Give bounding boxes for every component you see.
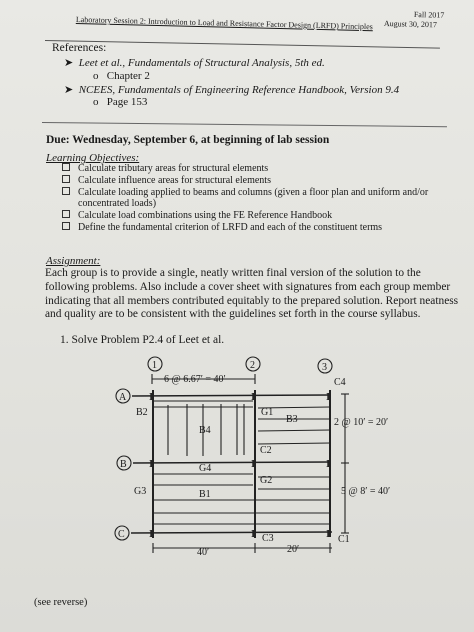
reference-item-1-text: Leet et al., Fundamentals of Structural Analysis, 5th ed.	[78, 57, 325, 69]
label-c3: C3	[262, 533, 274, 544]
objectives-heading: Learning Objectives:	[46, 152, 140, 164]
assignment-body: Each group is to provide a single, neatly written final version of the solution to the following problems. Also include a cover sheet with signatures from each group member indicating that all members contributed equitably to the prepared solution. Report neatness and quality are to be consistent with the guidelines set forth in the course syllabus.	[45, 267, 459, 321]
objective-item-2	[62, 175, 271, 187]
label-b3: B3	[286, 414, 298, 425]
problem-statement: 1. Solve Problem P2.4 of Leet et al.	[60, 334, 225, 346]
header-title: Laboratory Session 2: Introduction to Load and Resistance Factor Design (LRFD) Principles	[75, 15, 373, 32]
header-term: Fall 2017	[413, 10, 445, 20]
checkbox-icon	[62, 163, 70, 171]
circle-bullet-icon: o	[93, 96, 99, 108]
dimension-top: 6 @ 6.67′ = 40′	[164, 374, 226, 385]
label-c4: C4	[334, 377, 346, 388]
line-c	[131, 532, 332, 533]
label-c2: C2	[260, 445, 272, 456]
reference-item-2-text: NCEES, Fundamentals of Engineering Reference Handbook, Version 9.4	[78, 84, 400, 96]
reference-item-2-sub	[93, 96, 147, 108]
checkbox-icon	[62, 187, 70, 195]
label-g3: G3	[134, 486, 147, 497]
objective-item-2-text: Calculate influence areas for structural elements	[78, 175, 271, 186]
grid-label-1: 1	[152, 360, 157, 371]
label-b4: B4	[199, 425, 211, 436]
objective-item-3-text: Calculate loading applied to beams and columns (given a floor plan and uniform and/or	[78, 187, 429, 198]
references-heading: References:	[52, 42, 107, 54]
assignment-heading: Assignment:	[46, 255, 101, 267]
label-g1: G1	[261, 407, 274, 418]
svg-text:I: I	[149, 391, 154, 403]
reference-item-1-sub	[93, 70, 150, 82]
label-b2: B2	[136, 407, 148, 418]
section-rule	[42, 122, 447, 127]
framing-plan-figure	[100, 352, 391, 572]
objective-item-1	[62, 163, 268, 175]
grid-label-3: 3	[322, 362, 327, 373]
header-date: August 30, 2017	[383, 19, 438, 30]
objective-item-5	[62, 222, 382, 234]
grid-label-c: C	[118, 529, 125, 540]
dimension-bottom-left: 40′	[197, 547, 210, 558]
svg-text:I: I	[251, 458, 256, 470]
checkbox-icon	[62, 175, 70, 183]
svg-text:I: I	[251, 391, 256, 403]
dimension-right-upper: 2 @ 10′ = 20′	[334, 417, 389, 428]
svg-text:I: I	[149, 528, 154, 540]
objective-item-3	[62, 187, 428, 199]
svg-text:I: I	[326, 391, 331, 403]
svg-text:I: I	[326, 458, 331, 470]
line-a	[132, 395, 330, 396]
footer-see-reverse: (see reverse)	[34, 597, 88, 608]
label-g2: G2	[260, 475, 273, 486]
reference-item-1	[64, 56, 325, 69]
svg-text:I: I	[326, 528, 331, 540]
dimension-bottom-right: 20′	[287, 544, 300, 555]
checkbox-icon	[62, 210, 70, 218]
reference-item-2-sub-text: Page 153	[106, 96, 148, 108]
svg-text:I: I	[149, 458, 154, 470]
label-g4: G4	[199, 463, 212, 474]
grid-label-a: A	[119, 392, 127, 403]
objective-item-5-text: Define the fundamental criterion of LRFD and each of the constituent terms	[78, 222, 383, 233]
objective-item-4	[62, 210, 332, 222]
grid-label-b: B	[120, 459, 127, 470]
line-b	[133, 462, 330, 463]
reference-item-1-sub-text: Chapter 2	[106, 70, 150, 82]
label-c1: C1	[338, 534, 350, 545]
circle-bullet-icon: o	[93, 70, 99, 82]
arrow-bullet-icon: ➤	[64, 84, 74, 96]
arrow-bullet-icon: ➤	[64, 57, 74, 69]
objective-item-1-text: Calculate tributary areas for structural elements	[78, 163, 269, 174]
objective-item-4-text: Calculate load combinations using the FE Reference Handbook	[78, 210, 333, 221]
checkbox-icon	[62, 222, 70, 230]
grid-label-2: 2	[250, 360, 255, 371]
due-date: Due: Wednesday, September 6, at beginning of lab session	[46, 134, 330, 146]
svg-text:I: I	[251, 528, 256, 540]
dimension-right-lower: 5 @ 8′ = 40′	[341, 486, 391, 497]
objective-item-3-cont: concentrated loads)	[78, 198, 157, 209]
label-b1: B1	[199, 489, 211, 500]
reference-item-2	[64, 83, 399, 96]
